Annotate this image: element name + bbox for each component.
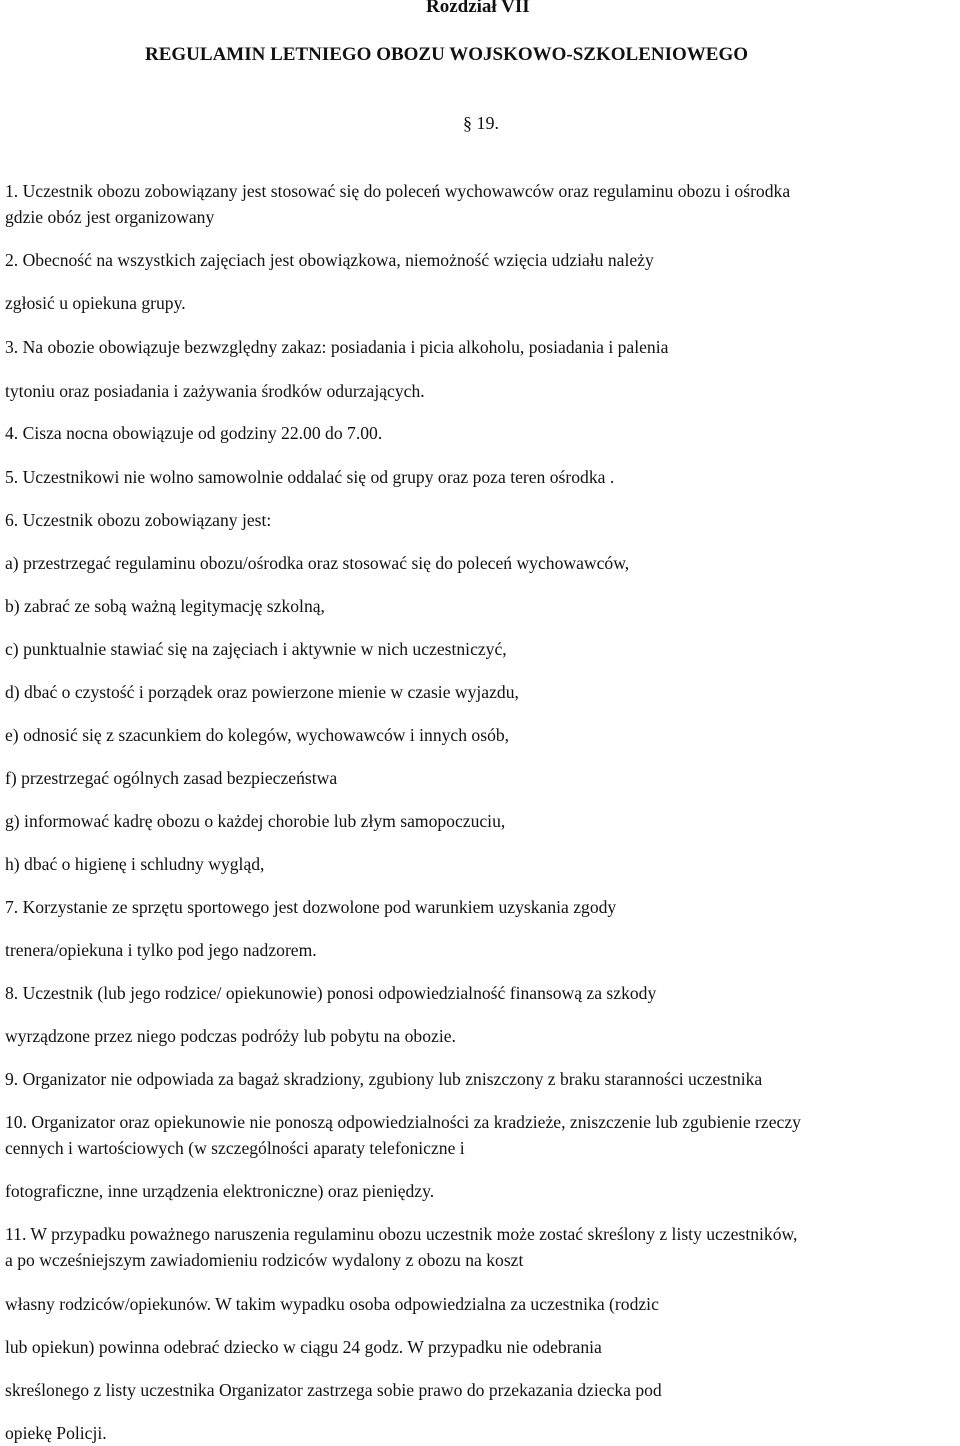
rule-11-line-3: własny rodziców/opiekunów. W takim wypadku osoba odpowiedzialna za uczestnika (rodzic <box>5 1294 659 1314</box>
chapter-heading: Rozdział VII <box>426 0 530 17</box>
rule-9: 9. Organizator nie odpowiada za bagaż skradziony, zgubiony lub zniszczony z braku staranności uczestnika <box>5 1069 763 1089</box>
rule-2-line-2: zgłosić u opiekuna grupy. <box>5 293 186 313</box>
rule-3-line-2: tytoniu oraz posiadania i zażywania środków odurzających. <box>5 381 425 401</box>
rule-6-item-c: c) punktualnie stawiać się na zajęciach i aktywnie w nich uczestniczyć, <box>5 639 507 659</box>
rule-8-line-1: 8. Uczestnik (lub jego rodzice/ opiekunowie) ponosi odpowiedzialność finansową za szkody <box>5 983 657 1003</box>
rule-2-line-1: 2. Obecność na wszystkich zajęciach jest obowiązkowa, niemożność wzięcia udziału należy <box>5 250 654 270</box>
rule-11-line-2: a po wcześniejszym zawiadomieniu rodziców wydalony z obozu na koszt <box>5 1250 524 1270</box>
rule-6-item-f: f) przestrzegać ogólnych zasad bezpieczeństwa <box>5 768 338 788</box>
section-number: § 19. <box>463 113 499 133</box>
rule-1-line-1: 1. Uczestnik obozu zobowiązany jest stosować się do poleceń wychowawców oraz regulaminu obozu i ośrodka <box>5 181 791 201</box>
rule-4: 4. Cisza nocna obowiązuje od godziny 22.00 do 7.00. <box>5 423 383 443</box>
rule-6-item-e: e) odnosić się z szacunkiem do kolegów, wychowawców i innych osób, <box>5 725 510 745</box>
rule-5: 5. Uczestnikowi nie wolno samowolnie oddalać się od grupy oraz poza teren ośrodka . <box>5 467 615 487</box>
rule-6-item-d: d) dbać o czystość i porządek oraz powierzone mienie w czasie wyjazdu, <box>5 682 519 702</box>
rule-11-line-1: 11. W przypadku poważnego naruszenia regulaminu obozu uczestnik może zostać skreślony z listy uczestników, <box>5 1224 798 1244</box>
document-title: REGULAMIN LETNIEGO OBOZU WOJSKOWO-SZKOLENIOWEGO <box>145 44 749 65</box>
rule-8-line-2: wyrządzone przez niego podczas podróży lub pobytu na obozie. <box>5 1026 456 1046</box>
rule-6-intro: 6. Uczestnik obozu zobowiązany jest: <box>5 510 272 530</box>
rule-6-item-a: a) przestrzegać regulaminu obozu/ośrodka oraz stosować się do poleceń wychowawców, <box>5 553 630 573</box>
rule-10-line-3: fotograficzne, inne urządzenia elektroniczne) oraz pieniędzy. <box>5 1181 435 1201</box>
rule-11-line-5: skreślonego z listy uczestnika Organizator zastrzega sobie prawo do przekazania dziecka pod <box>5 1380 662 1400</box>
rule-6-item-b: b) zabrać ze sobą ważną legitymację szkolną, <box>5 596 325 616</box>
rule-3-line-1: 3. Na obozie obowiązuje bezwzględny zakaz: posiadania i picia alkoholu, posiadania i palenia <box>5 337 669 357</box>
rule-7-line-2: trenera/opiekuna i tylko pod jego nadzorem. <box>5 940 317 960</box>
rule-6-item-h: h) dbać o higienę i schludny wygląd, <box>5 854 265 874</box>
rule-6-item-g: g) informować kadrę obozu o każdej chorobie lub złym samopoczuciu, <box>5 811 506 831</box>
rule-10-line-2: cennych i wartościowych (w szczególności aparaty telefoniczne i <box>5 1138 465 1158</box>
rule-11-line-6: opiekę Policji. <box>5 1423 107 1443</box>
rule-11-line-4: lub opiekun) powinna odebrać dziecko w ciągu 24 godz. W przypadku nie odebrania <box>5 1337 602 1357</box>
rule-10-line-1: 10. Organizator oraz opiekunowie nie ponoszą odpowiedzialności za kradzieże, zniszczenie lub zgubienie rzeczy <box>5 1112 801 1132</box>
rule-1-line-2: gdzie obóz jest organizowany <box>5 207 215 227</box>
rule-7-line-1: 7. Korzystanie ze sprzętu sportowego jest dozwolone pod warunkiem uzyskania zgody <box>5 897 617 917</box>
